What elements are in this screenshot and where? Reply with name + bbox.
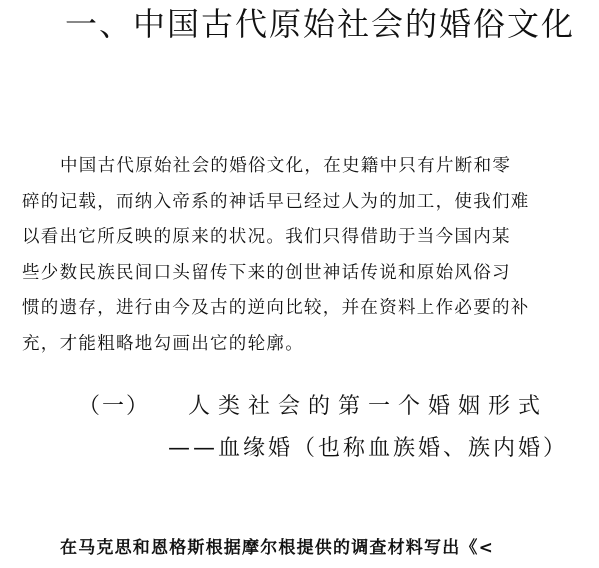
- paragraph-line: 惯的遗存，进行由今及古的逆向比较，并在资料上作必要的补: [22, 298, 530, 318]
- body-paragraph: [22, 149, 582, 362]
- section-subtitle: ——血缘婚（也称血族婚、族内婚）: [168, 436, 569, 461]
- chapter-title: 一、中国古代原始社会的婚俗文化: [65, 5, 576, 43]
- section-heading: [78, 390, 568, 466]
- paragraph-line: 充，才能粗略地勾画出它的轮廓。: [22, 333, 304, 354]
- paragraph-line: 些少数民族民间口头留传下来的创世神话传说和原始风俗习: [22, 262, 511, 283]
- section-number: （一）: [78, 394, 151, 419]
- paragraph-line: 中国古代原始社会的婚俗文化，在史籍中只有片断和零: [60, 156, 512, 176]
- section-title: 人类社会的第一个婚姻形式: [188, 394, 549, 419]
- paragraph-line: 碎的记载，而纳入帝系的神话早已经过人为的加工，使我们难: [22, 191, 530, 212]
- paragraph-line: 以看出它所反映的原来的状况。我们只得借助于当今国内某: [22, 227, 511, 247]
- section-heading-main-row: [78, 390, 568, 424]
- next-paragraph-start: 在马克思和恩格斯根据摩尔根提供的调查材料写出《<: [60, 538, 495, 558]
